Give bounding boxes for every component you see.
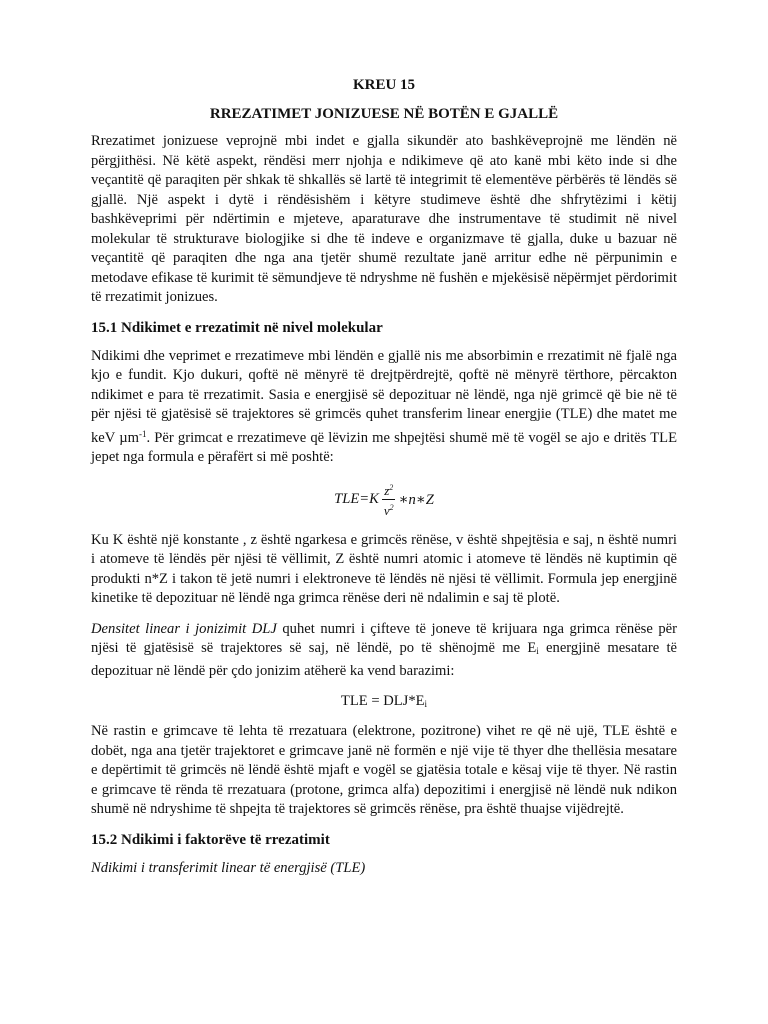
formula-fraction (382, 481, 396, 518)
numerator-exponent: 2 (389, 483, 394, 492)
section-heading-15-1: 15.1 Ndikimet e rrezatimit në nivel molekular (91, 319, 383, 336)
chapter-title: RREZATIMET JONIZUESE NË BOTËN E GJALLË (209, 106, 559, 122)
fraction-numerator (382, 481, 395, 500)
paragraph-tle-definition (91, 347, 677, 468)
text-span: quhet numri i çifteve të joneve të krijuara nga grimca rënëse për njësi të gjatësisë së trajektores së saj, në lëndë, po të shënojmë me E (91, 620, 677, 656)
text-span: energjinë mesatare të depozituar në lëndë për çdo jonizim atëherë ka vend barazimi: (91, 640, 677, 679)
fraction-denominator (382, 500, 396, 518)
formula-text: TLE = DLJ*E (340, 693, 425, 709)
dlj-term: Densitet linear i jonizimit DLJ (91, 620, 277, 637)
paragraph-dlj-definition (91, 620, 677, 682)
numerator-var: z (384, 483, 390, 498)
subheading-text: Ndikimi i transferimit linear të energjisë (TLE) (91, 859, 366, 876)
formula-tail: ∗n∗Z (398, 491, 434, 508)
denominator-exponent: 2 (389, 503, 394, 512)
formula-lhs: TLE (334, 491, 360, 507)
unit-exponent: -1 (138, 428, 147, 439)
paragraph-particle-types: Në rastin e grimcave të lehta të rrezatuara (elektrone, pozitrone) vihet re që në ujë, TLE është e dobët, nga ana tjetër trajektoret e grimcave janë në formën e një vije të thyer dhe thellësia mesatare e depërtimit të grimcës në lëndë është mjaft e vogël se gjatësia totale e kësaj vije të thyer. Në rastin e grimcave të rënda të rrezatuara (protone, grimca alfa) depozitimi i energjisë në lëndë nuk ndikon shumë në ndryshime të shpejta të trajektores së grimcës rënëse, pra është thuajse vijëdrejtë. (91, 723, 677, 817)
dlj-formula (91, 692, 677, 714)
denominator-var: v (383, 503, 390, 518)
subsection-heading-tle (91, 859, 677, 879)
chapter-label: KREU 15 (352, 77, 416, 93)
intro-paragraph: Rrezatimet jonizuese veprojnë mbi indet e gjalla sikundër ato bashkëveprojnë me lëndën në përgjithësi. Në këtë aspekt, rëndësi merr njohja e ndikimeve që ato kanë mbi këto inde si dhe veçantitë që paraqiten për shkak të shkallës së lartë të integrimit të elementëve përbërës të lëndës së gjallë. Një aspekt i dytë i rëndësishëm i këtyre studimeve është dhe shfrytëzimi i këtij bashkëveprimi për ndërtimin e mjeteve, aparaturave dhe instrumentave të studimit në nivel molekular të strukturave biologjike si dhe të indeve e organizmave të gjalla, duke u bazuar në veçantitë që paraqiten dhe nga ana tjetër shumë rezultate janë arritur edhe në përpunimin e metodave efikase të kurimit të sëmundjeve të ndryshme në fushën e mjekësisë nëpërmjet përdorimit të rrezatimit jonizues. (91, 133, 677, 305)
paragraph-formula-explanation: Ku K është një konstante , z është ngarkesa e grimcës rënëse, v është shpejtësia e saj, n është numri i atomeve të lëndës për njësi të vëllimit, Z është numri atomic i atomeve të lëndës në kuptimin që produkti n*Z i takon të jetë numri i elektroneve të lëndës në njësi të vëllimit. Formula jep energjinë kinetike të depozituar në lëndë nga grimca rënëse deri në ndalimin e saj të plotë. (91, 531, 677, 606)
section-heading-15-2: 15.2 Ndikimi i faktorëve të rrezatimit (91, 831, 330, 848)
text-span: . Për grimcat e rrezatimeve që lëvizin me shpejtësi shumë më të vogël se ajo e dritës TLE jepet nga formula e përafërt si më poshtë: (91, 429, 677, 465)
formula-equals: = (359, 491, 370, 507)
text-span: Ndikimi dhe veprimet e rrezatimeve mbi lëndën e gjallë nis me absorbimin e rrezatimit në fjalë nga kjo e fundit. Kjo dukuri, qoftë në mënyrë të drejtpërdrejtë, qoftë në mënyrë tërthore, përcakton ndikimet e para të rrezatimit. Sasia e energjisë së depozituar në lëndë, nga një grimcë që bie në të për njësi të gjatësisë së trajektores së grimcës quhet transferim linear energjie (TLE) dhe matet me keV µm (91, 347, 677, 446)
formula-constant: K (369, 491, 379, 507)
tle-formula (91, 479, 677, 521)
energy-subscript: i (536, 646, 539, 656)
formula-subscript: i (424, 699, 428, 709)
